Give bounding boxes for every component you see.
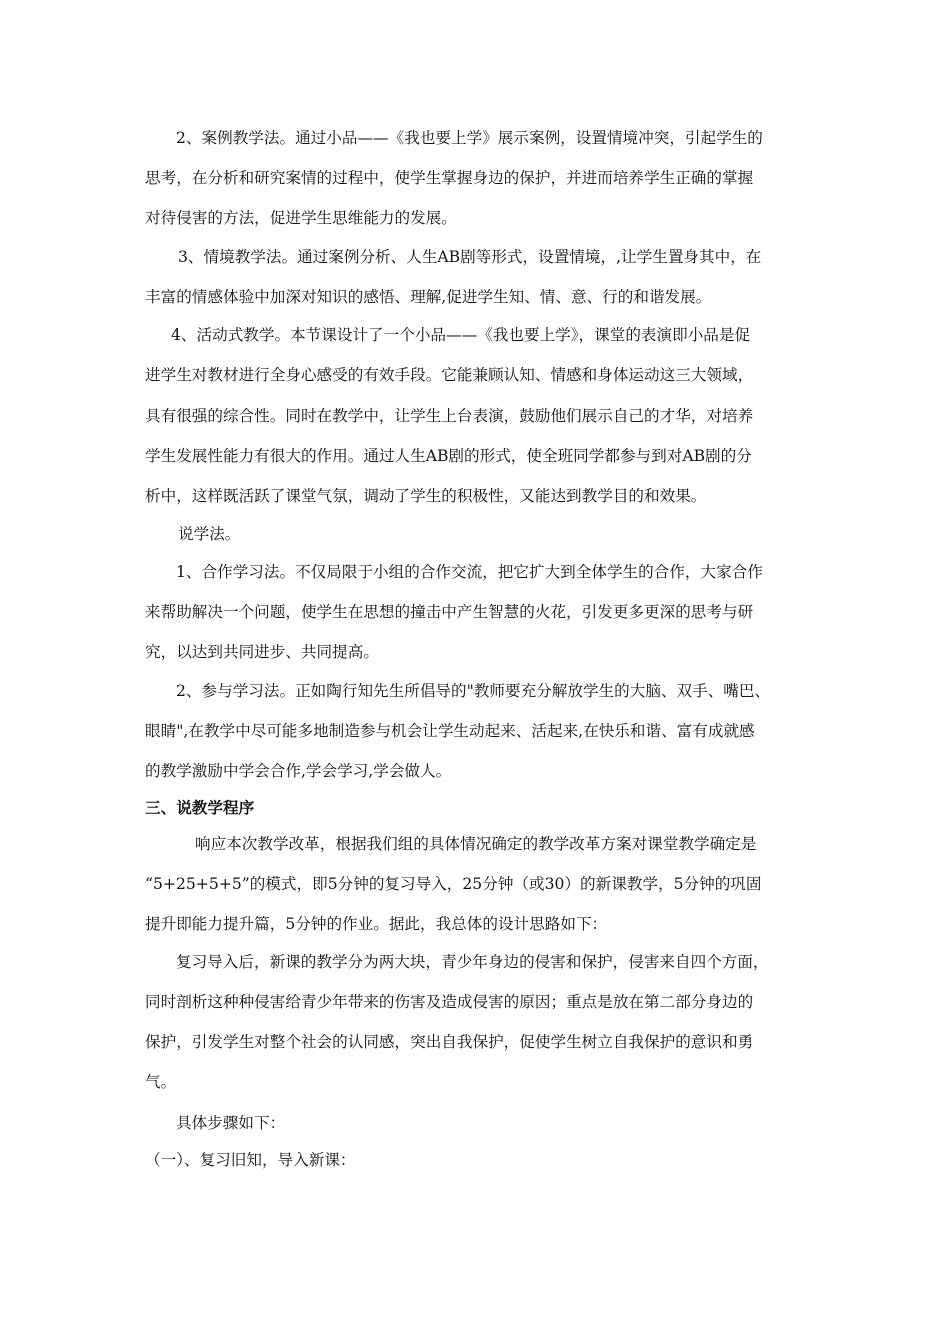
text-line: 具体步骤如下： <box>176 1114 286 1132</box>
text-line: 究，以达到共同进步、共同提高。 <box>145 643 379 661</box>
text-line: 学生发展性能力有很大的作用。通过人生AB剧的形式，使全班同学都参与到对AB剧的分 <box>145 447 752 465</box>
text-line: 来帮助解决一个问题，使学生在思想的撞击中产生智慧的火花，引发更多更深的思考与研 <box>145 603 754 621</box>
text-line: 提升即能力提升篇，5分钟的作业。据此，我总体的设计思路如下： <box>145 915 608 933</box>
text-line: 4、活动式教学。本节课设计了一个小品——《我也要上学》，课堂的表演即小品是促 <box>171 326 751 344</box>
text-line: 响应本次教学改革，根据我们组的具体情况确定的教学改革方案对课堂教学确定是 <box>195 835 757 853</box>
text-line: 同时剖析这种种侵害给青少年带来的伤害及造成侵害的原因；重点是放在第二部分身边的 <box>145 993 754 1011</box>
text-line: 眼睛",在教学中尽可能多地制造参与机会让学生动起来、活起来,在快乐和谐、富有成就感 <box>145 722 755 740</box>
text-line: 保护，引发学生对整个社会的认同感，突出自我保护，促使学生树立自我保护的意识和勇 <box>145 1033 754 1051</box>
text-line: 的教学激励中学会合作,学会学习,学会做人。 <box>145 762 452 780</box>
text-line: 复习导入后，新课的教学分为两大块，青少年身边的侵害和保护，侵害来自四个方面， <box>176 953 769 971</box>
text-line: 思考，在分析和研究案情的过程中，使学生掌握身边的保护，并进而培养学生正确的掌握 <box>145 169 754 187</box>
text-line: 3、情境教学法。通过案例分析、人生AB剧等形式，设置情境，,让学生置身其中，在 <box>178 248 762 266</box>
text-line: 丰富的情感体验中加深对知识的感悟、理解,促进学生知、情、意、行的和谐发展。 <box>145 288 712 306</box>
text-line: 2、案例教学法。通过小品——《我也要上学》展示案例，设置情境冲突，引起学生的 <box>176 129 763 147</box>
text-line: 说学法。 <box>178 525 241 543</box>
text-line: 具有很强的综合性。同时在教学中，让学生上台表演，鼓励他们展示自己的才华，对培养 <box>145 407 754 425</box>
text-line: 析中，这样既活跃了课堂气氛，调动了学生的积极性，又能达到教学目的和效果。 <box>145 487 707 505</box>
text-line: （一）、复习旧知，导入新课： <box>145 1151 356 1169</box>
text-line: 2、参与学习法。正如陶行知先生所倡导的"教师要充分解放学生的大脑、双手、嘴巴、 <box>176 682 771 700</box>
text-line: “5+25+5+5”的模式，即5分钟的复习导入，25分钟（或30）的新课教学，5分钟的巩固 <box>145 875 762 893</box>
section-heading: 三、说教学程序 <box>145 799 255 817</box>
text-line: 对待侵害的方法，促进学生思维能力的发展。 <box>145 209 457 227</box>
text-line: 进学生对教材进行全身心感受的有效手段。它能兼顾认知、情感和身体运动这三大领域， <box>145 366 754 384</box>
text-line: 气。 <box>145 1073 177 1091</box>
text-line: 1、合作学习法。不仅局限于小组的合作交流，把它扩大到全体学生的合作，大家合作 <box>176 563 763 581</box>
